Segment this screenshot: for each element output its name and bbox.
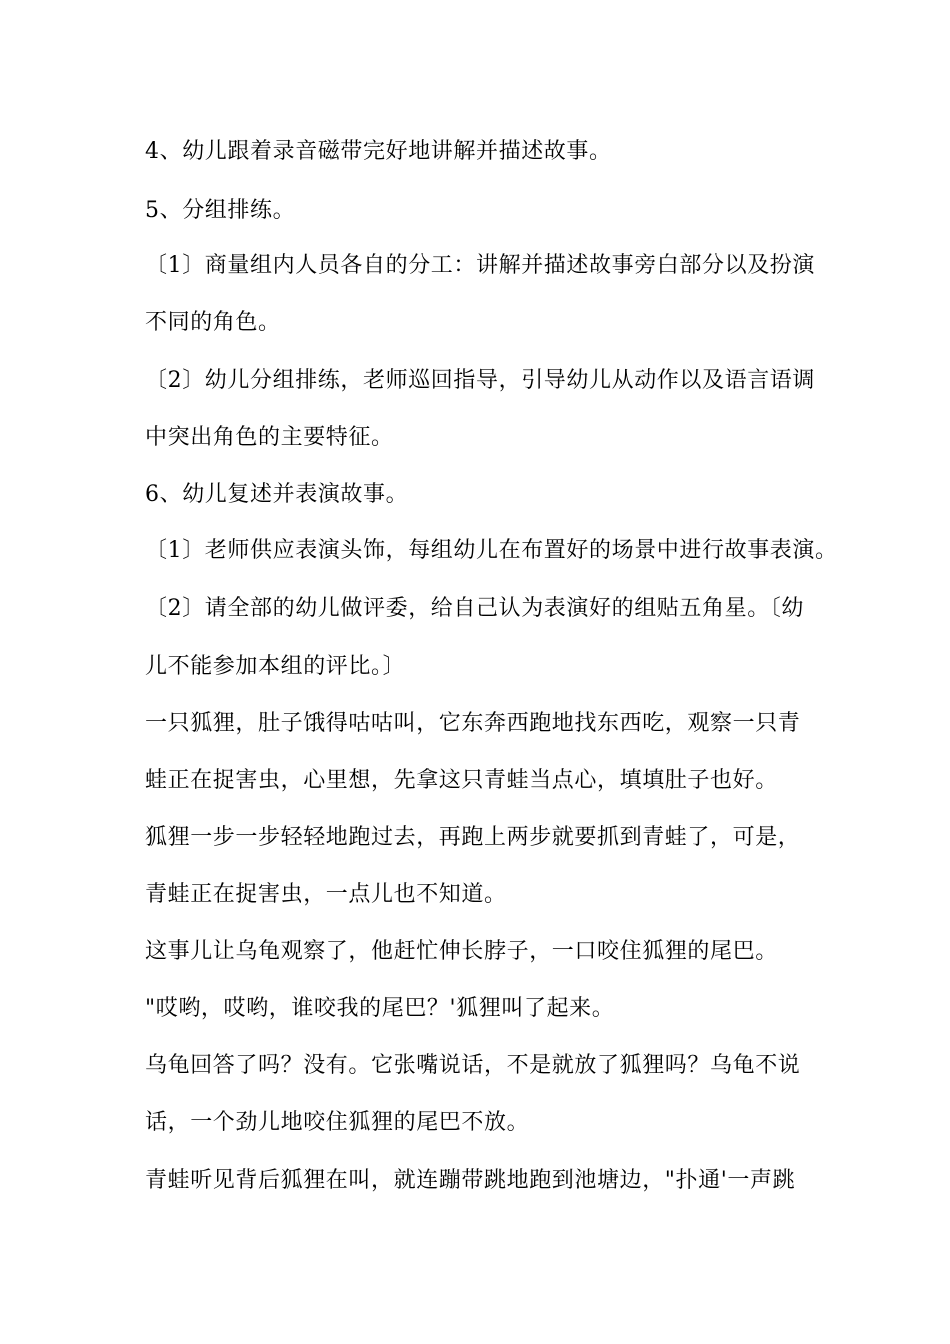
text-line-18: 话，一个劲儿地咬住狐狸的尾巴不放。 (145, 1110, 530, 1135)
text-line-14: 青蛙正在捉害虫，一点儿也不知道。 (145, 882, 507, 907)
text-line-17: 乌龟回答了吗？没有。它张嘴说话，不是就放了狐狸吗？乌龟不说 (145, 1053, 801, 1078)
text-line-16: "哎哟，哎哟，谁咬我的尾巴？'狐狸叫了起来。 (145, 996, 615, 1021)
text-line-13: 狐狸一步一步轻轻地跑过去，再跑上两步就要抓到青蛙了，可是， (145, 825, 801, 850)
text-line-19: 青蛙听见背后狐狸在叫，就连蹦带跳地跑到池塘边，"扑通'一声跳 (145, 1168, 796, 1193)
text-line-7: 6、幼儿复述并表演故事。 (145, 482, 409, 507)
text-line-8: 〔1〕老师供应表演头饰，每组幼儿在布置好的场景中进行故事表演。 (145, 538, 838, 563)
text-line-4: 不同的角色。 (145, 310, 281, 335)
text-line-11: 一只狐狸，肚子饿得咕咕叫，它东奔西跑地找东西吃，观察一只青 (145, 711, 801, 736)
text-line-15: 这事儿让乌龟观察了，他赶忙伸长脖子，一口咬住狐狸的尾巴。 (145, 939, 778, 964)
text-line-3: 〔1〕商量组内人员各自的分工：讲解并描述故事旁白部分以及扮演 (145, 253, 815, 278)
text-line-5: 〔2〕幼儿分组排练，老师巡回指导，引导幼儿从动作以及语言语调 (145, 368, 815, 393)
text-line-2: 5、分组排练。 (145, 198, 296, 223)
text-line-12: 蛙正在捉害虫，心里想，先拿这只青蛙当点心，填填肚子也好。 (145, 768, 778, 793)
text-line-6: 中突出角色的主要特征。 (145, 425, 394, 450)
text-line-1: 4、幼儿跟着录音磁带完好地讲解并描述故事。 (145, 139, 612, 164)
text-line-9: 〔2〕请全部的幼儿做评委，给自己认为表演好的组贴五角星。〔幼 (145, 596, 804, 621)
text-line-10: 儿不能参加本组的评比。〕 (145, 654, 406, 679)
